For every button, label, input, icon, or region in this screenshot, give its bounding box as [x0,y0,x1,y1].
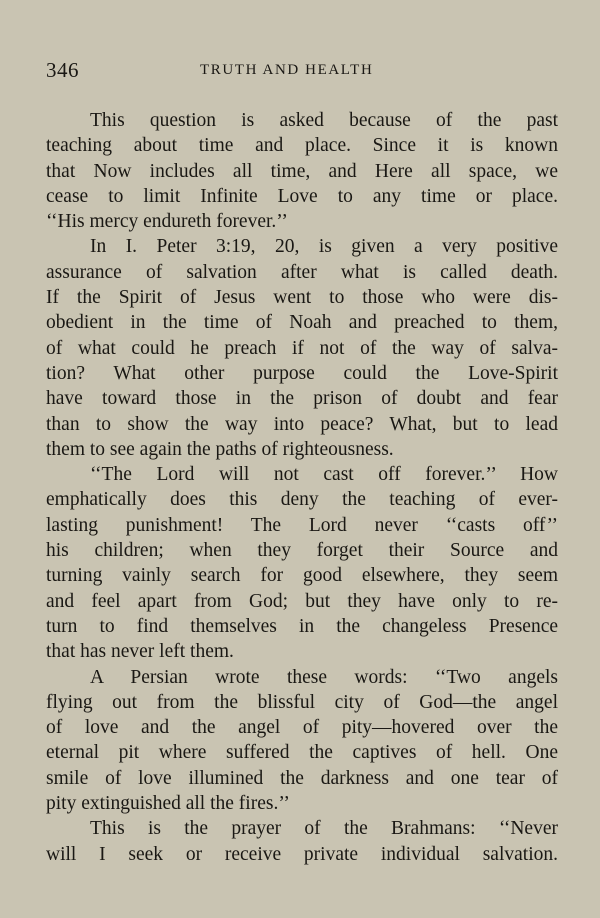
text-line: obedient in the time of Noah and preached to them, [46,312,558,334]
text-line: In I. Peter 3:19, 20, is given a very positive [90,236,558,258]
text-line: of love and the angel of pity—hovered over the [46,717,558,739]
text-line: ‘‘His mercy endureth forever.’’ [46,211,288,233]
text-line: than to show the way into peace? What, but to lead [46,413,558,435]
text-line: assurance of salvation after what is called death. [46,261,558,283]
text-line: A Persian wrote these words: ‘‘Two angels [90,666,558,688]
running-title: TRUTH AND HEALTH [200,62,374,78]
text-line: If the Spirit of Jesus went to those who were dis- [46,287,558,309]
text-line: that Now includes all time, and Here all space, we [46,160,558,182]
paragraph [46,108,558,234]
text-line: his children; when they forget their Source and [46,540,558,562]
text-line: cease to limit Infinite Love to any time or place. [46,185,558,207]
text-line: lasting punishment! The Lord never ‘‘casts off’’ [46,514,558,536]
text-line: eternal pit where suffered the captives of hell. One [46,742,558,764]
text-line: This is the prayer of the Brahmans: ‘‘Never [90,818,558,840]
paragraph [46,816,558,867]
text-line: them to see again the paths of righteousness. [46,438,394,460]
text-line: flying out from the blissful city of God—the angel [46,691,558,713]
page-header [0,58,600,88]
text-line: that has never left them. [46,641,234,663]
text-line: emphatically does this deny the teaching of ever- [46,489,558,511]
text-line: tion? What other purpose could the Love-Spirit [46,362,558,384]
page-number: 346 [46,58,79,82]
text-line: have toward those in the prison of doubt and fear [46,388,558,410]
text-line: smile of love illumined the darkness and one tear of [46,767,558,789]
text-line: and feel apart from God; but they have only to re- [46,590,558,612]
text-line: ‘‘The Lord will not cast off forever.’’ How [90,464,558,486]
text-line: teaching about time and place. Since it is known [46,135,558,157]
text-line: of what could he preach if not of the way of salva- [46,337,558,359]
text-line: turning vainly search for good elsewhere, they seem [46,565,558,587]
paragraph [46,665,558,817]
text-line: This question is asked because of the past [90,110,558,131]
text-line: turn to find themselves in the changeless Presence [46,615,558,637]
text-line: pity extinguished all the fires.’’ [46,793,290,815]
paragraph [46,462,558,664]
body-text [46,108,558,867]
text-line: will I seek or receive private individual salvation. [46,843,558,865]
paragraph [46,234,558,462]
